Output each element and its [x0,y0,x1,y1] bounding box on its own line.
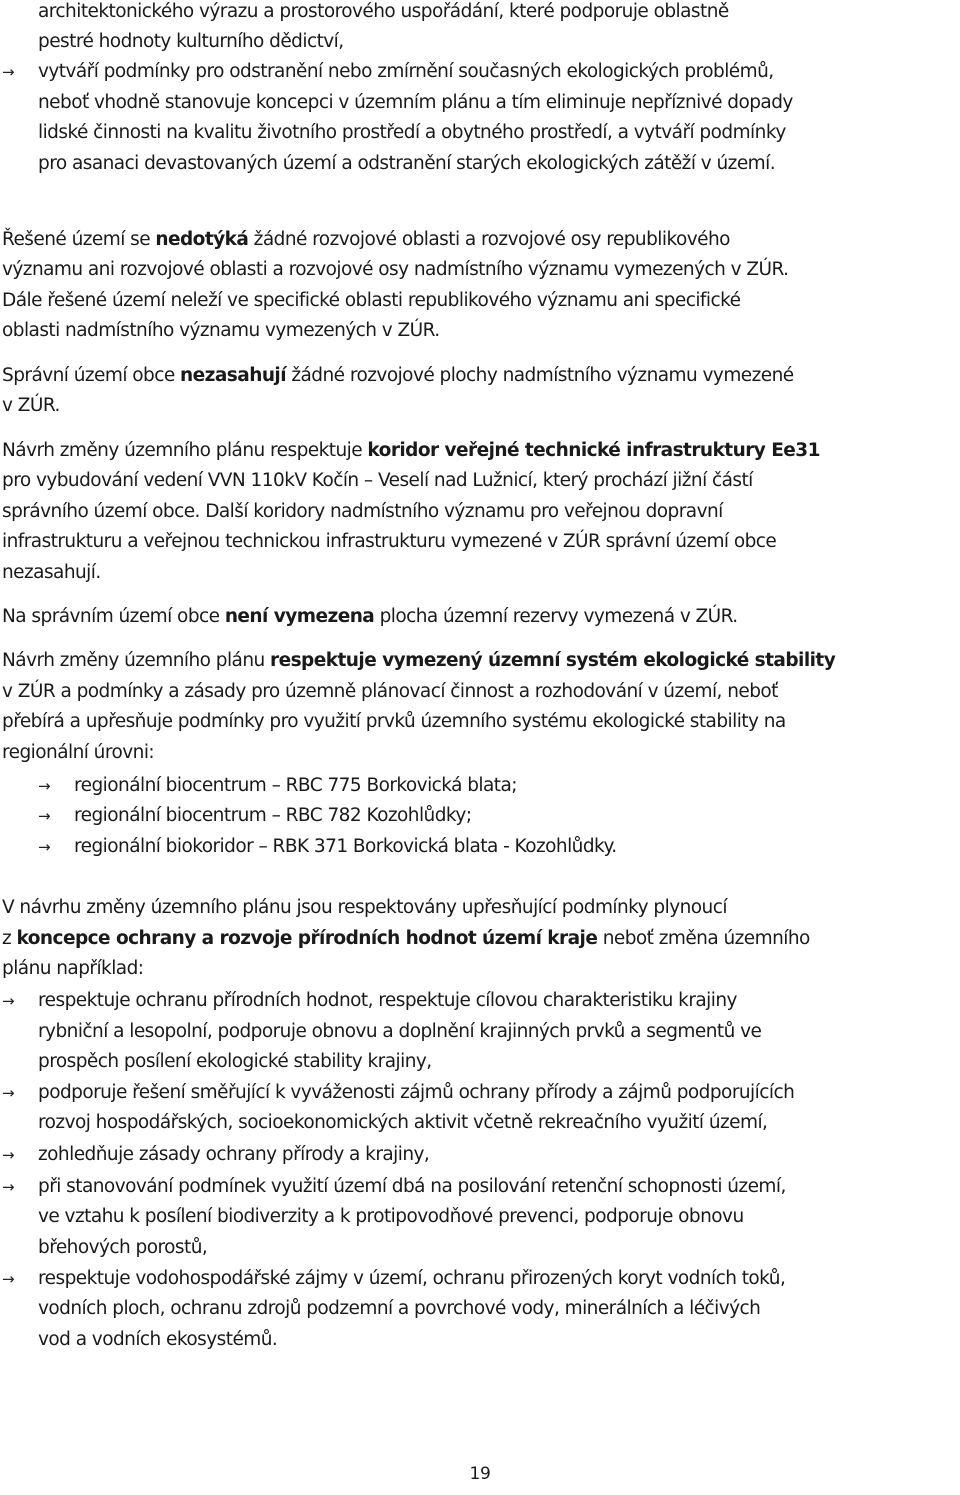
page-number: 19 [469,1464,491,1484]
text-line: lidské činnosti na kvalitu životního prostředí a obytného prostředí, a vytváří podmínky [38,122,786,143]
text-line: nezasahují. [2,562,101,583]
arrow-bullet-icon: → [2,1084,15,1102]
text-line: pro vybudování vedení VVN 110kV Kočín – Veselí nad Lužnicí, který prochází jižní částí [2,470,753,491]
list-item: zohledňuje zásady ochrany přírody a krajiny, [38,1144,430,1165]
emphasis-text: není vymezena [224,606,375,627]
text-run: Návrh změny územního plánu respektuje [2,440,368,461]
list-item: regionální biocentrum – RBC 775 Borkovická blata; [74,775,517,796]
text-line: pro asanaci devastovaných území a odstranění starých ekologických zátěží v území. [38,153,776,174]
list-item: regionální biokoridor – RBK 371 Borkovická blata - Kozohlůdky. [74,836,617,857]
text-run: žádné rozvojové oblasti a rozvojové osy republikového [248,229,730,250]
list-item: rybniční a lesopolní, podporuje obnovu a doplnění krajinných prvků a segmentů ve [38,1021,762,1042]
emphasis-text: koridor veřejné technické infrastruktury Ee31 [367,440,820,461]
text-line: v ZÚR. [2,395,60,416]
text-run: Návrh změny územního plánu [2,650,271,671]
text-line [2,436,956,466]
text-line [2,225,956,255]
list-item: břehových porostů, [38,1237,208,1258]
text-line: V návrhu změny územního plánu jsou respektovány upřesňující podmínky plynoucí [2,897,727,918]
text-line [2,361,956,391]
text-line: infrastrukturu a veřejnou technickou infrastrukturu vymezené v ZÚR správní území obce [2,531,777,552]
list-item: respektuje ochranu přírodních hodnot, respektuje cílovou charakteristiku krajiny [38,990,737,1011]
text-run: plocha územní rezervy vymezená v ZÚR. [374,606,738,627]
emphasis-text: nezasahují [180,365,287,386]
emphasis-text: nedotýká [155,229,249,250]
text-line [2,646,956,676]
arrow-bullet-icon: → [38,807,51,825]
text-line [2,924,956,954]
emphasis-text: respektuje vymezený územní systém ekologické stability [270,650,836,671]
text-line: neboť vhodně stanovuje koncepci v územním plánu a tím eliminuje nepříznivé dopady [38,92,793,113]
text-line: plánu například: [2,958,144,979]
list-item: vodních ploch, ochranu zdrojů podzemní a povrchové vody, minerálních a léčivých [38,1298,761,1319]
arrow-bullet-icon: → [2,63,15,81]
text-run: Řešené území se [2,229,156,250]
text-line: v ZÚR a podmínky a zásady pro územně plánovací činnost a rozhodování v území, neboť [2,681,778,702]
arrow-bullet-icon: → [38,838,51,856]
list-item: respektuje vodohospodářské zájmy v území, ochranu přirozených koryt vodních toků, [38,1268,786,1289]
list-item: ve vztahu k posílení biodiverzity a k protipovodňové prevenci, podporuje obnovu [38,1206,744,1227]
arrow-bullet-icon: → [2,1146,15,1164]
text-line: správního území obce. Další koridory nadmístního významu pro veřejnou dopravní [2,501,723,522]
text-run: Na správním území obce [2,606,225,627]
text-line: vytváří podmínky pro odstranění nebo zmírnění současných ekologických problémů, [38,61,774,82]
text-line: oblasti nadmístního významu vymezených v ZÚR. [2,320,440,341]
text-line: pestré hodnoty kulturního dědictví, [38,31,344,52]
list-item: regionální biocentrum – RBC 782 Kozohlůdky; [74,805,472,826]
text-line: významu ani rozvojové oblasti a rozvojové osy nadmístního významu vymezených v ZÚR. [2,259,789,280]
arrow-bullet-icon: → [38,777,51,795]
text-run: žádné rozvojové plochy nadmístního významu vymezené [286,365,794,386]
arrow-bullet-icon: → [2,1270,15,1288]
text-line: Dále řešené území neleží ve specifické oblasti republikového významu ani specifické [2,290,741,311]
text-line: přebírá a upřesňuje podmínky pro využití prvků územního systému ekologické stability na [2,711,786,732]
list-item: podporuje řešení směřující k vyváženosti zájmů ochrany přírody a zájmů podporujících [38,1082,795,1103]
arrow-bullet-icon: → [2,992,15,1010]
text-run: Správní území obce [2,365,181,386]
text-line: regionální úrovni: [2,742,155,763]
list-item: rozvoj hospodářských, socioekonomických aktivit včetně rekreačního využití území, [38,1112,768,1133]
emphasis-text: koncepce ochrany a rozvoje přírodních hodnot území kraje [16,928,598,949]
list-item: prospěch posílení ekologické stability krajiny, [38,1051,432,1072]
list-item: vod a vodních ekosystémů. [38,1329,278,1350]
text-line [2,602,738,632]
arrow-bullet-icon: → [2,1178,15,1196]
text-line: architektonického výrazu a prostorového uspořádání, které podporuje oblastně [38,1,729,22]
text-run: neboť změna územního [597,928,810,949]
text-run: z [2,928,17,949]
list-item: při stanovování podmínek využití území dbá na posilování retenční schopnosti území, [38,1176,786,1197]
